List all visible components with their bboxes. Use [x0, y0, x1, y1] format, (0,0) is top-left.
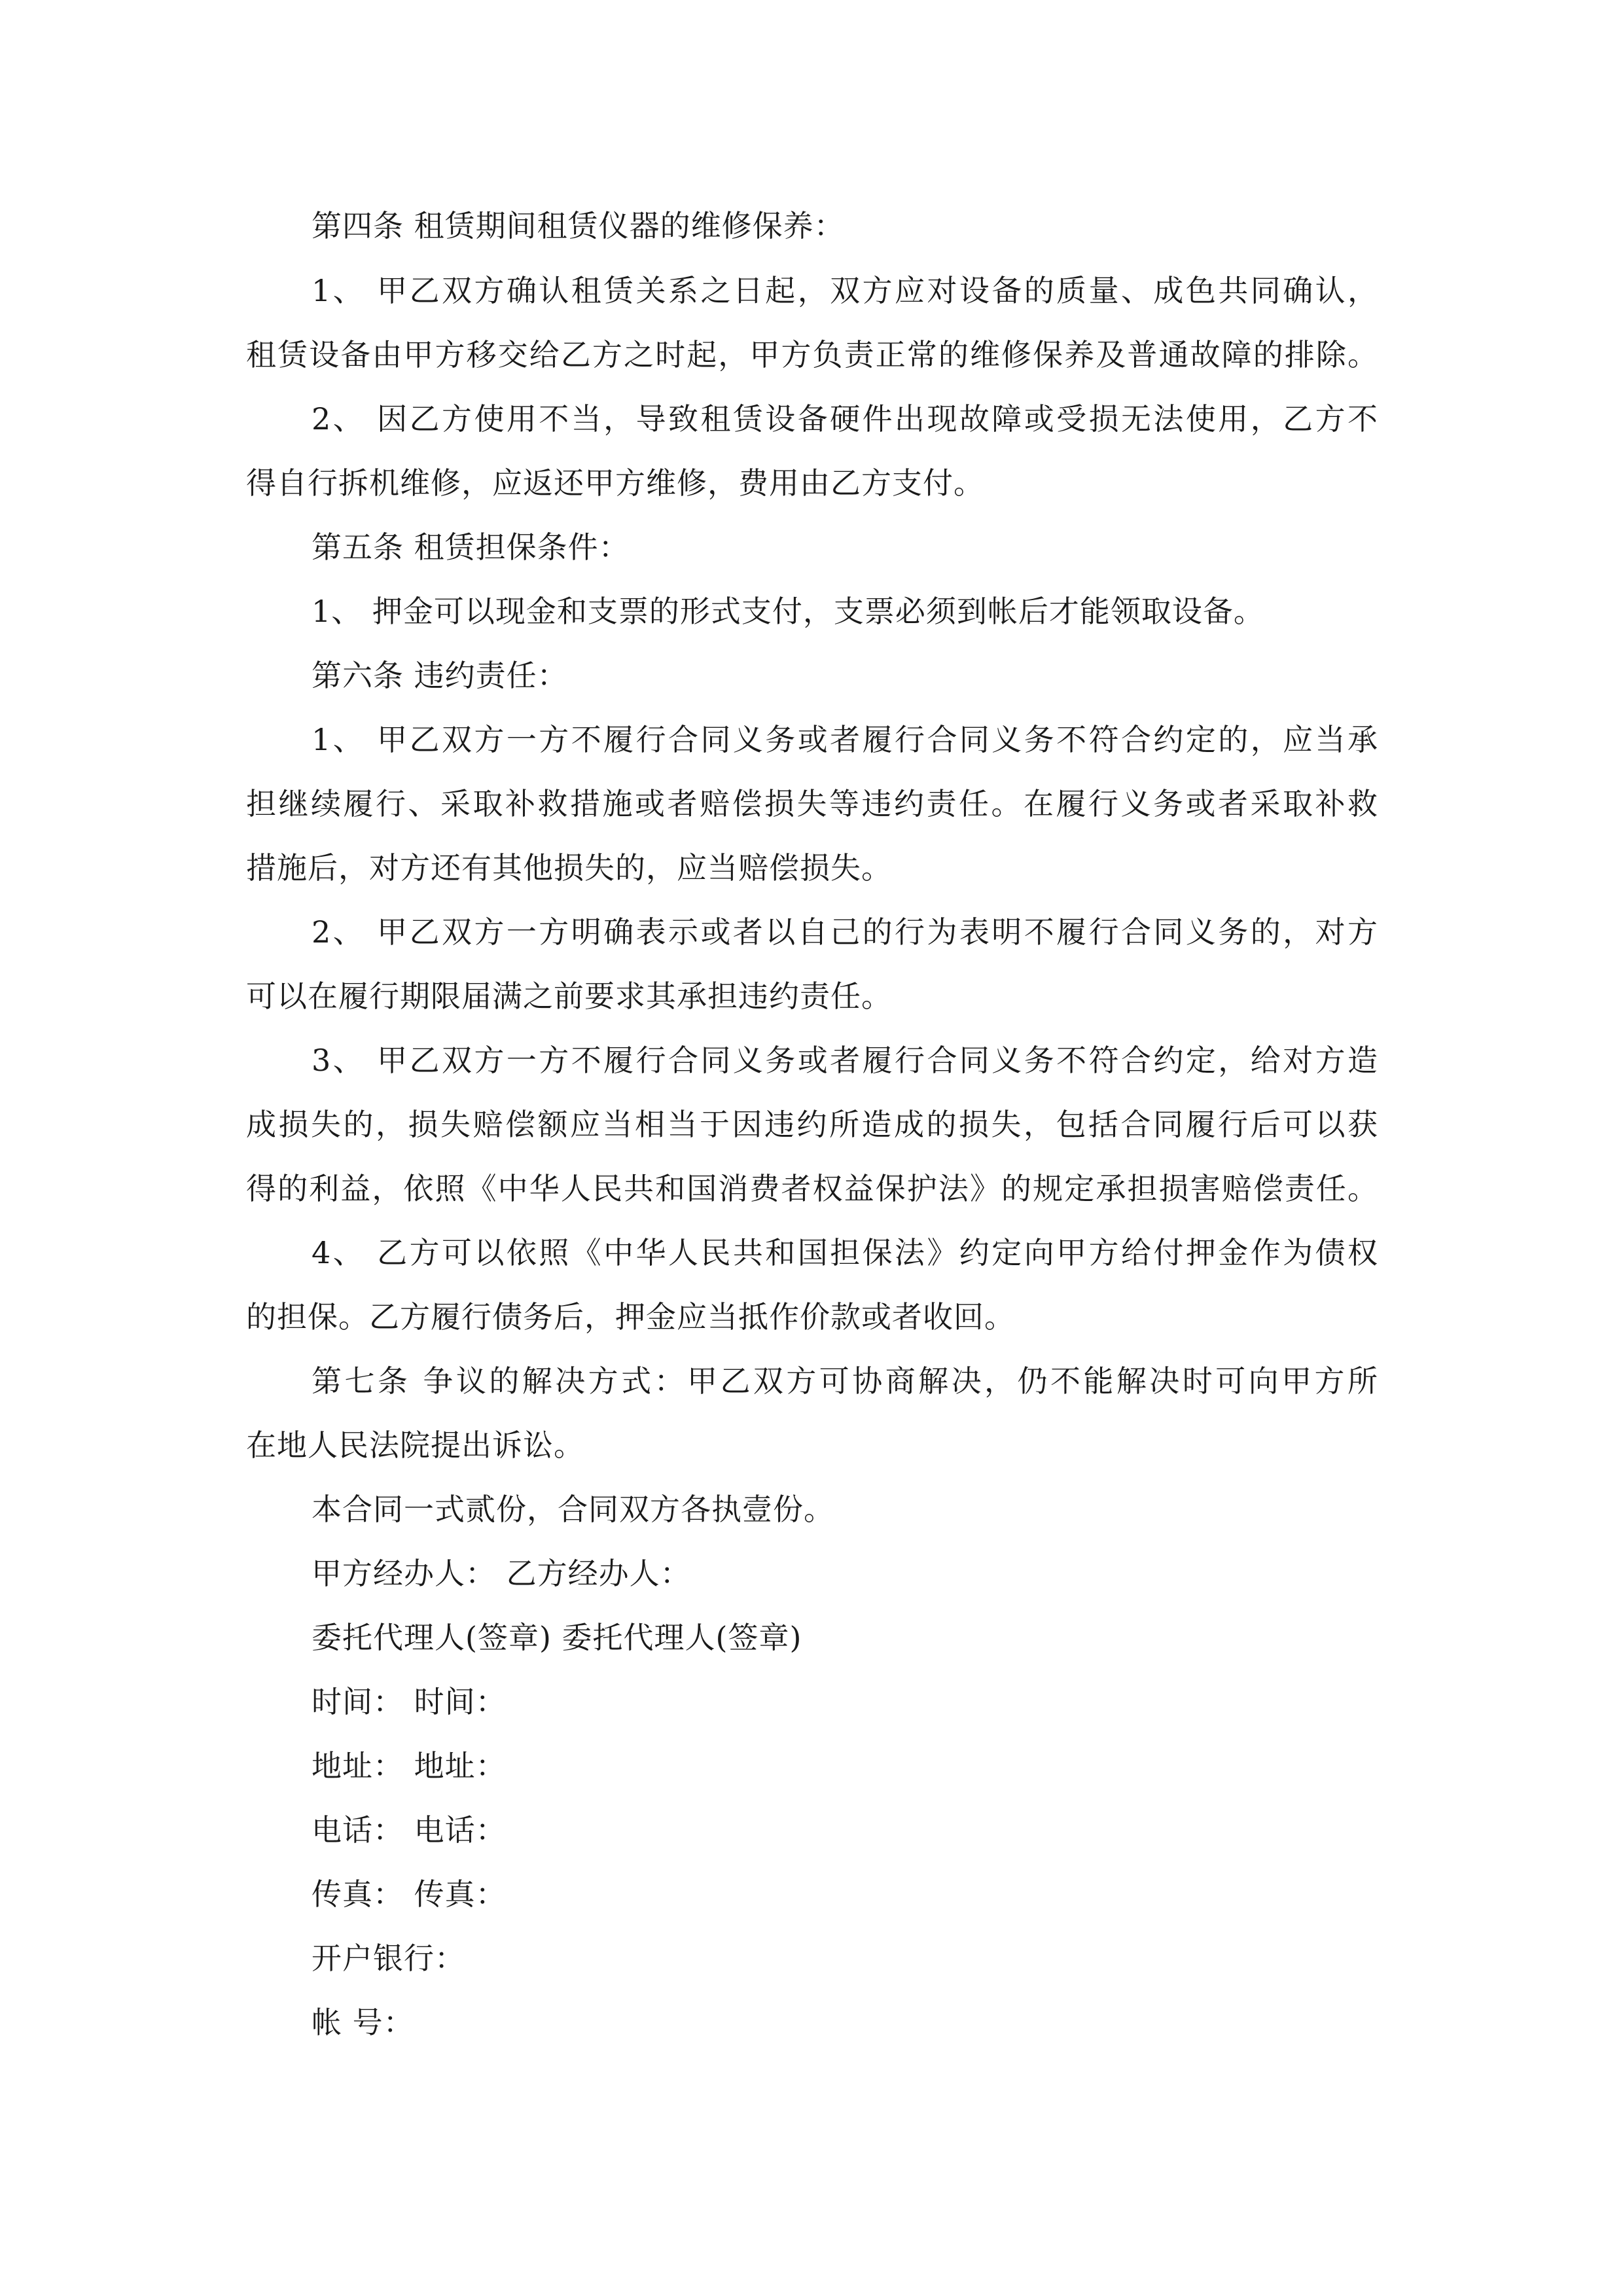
- copies-statement: 本合同一式贰份，合同双方各执壹份。: [312, 1492, 834, 1527]
- article-6-clause-3-line-3: 得的利益，依照《中华人民共和国消费者权益保护法》的规定承担损害赔偿责任。: [246, 1171, 1378, 1206]
- article-4-clause-1-line-1: 1、 甲乙双方确认租赁关系之日起，双方应对设备的质量、成色共同确认，: [312, 273, 1378, 308]
- article-6-clause-2-line-1: 2、 甲乙双方一方明确表示或者以自己的行为表明不履行合同义务的，对方: [312, 914, 1378, 950]
- article-4-clause-2-line-1: 2、 因乙方使用不当，导致租赁设备硬件出现故障或受损无法使用，乙方不: [312, 401, 1378, 437]
- signatory-address: 地址： 地址：: [312, 1748, 507, 1784]
- signatory-bank: 开户银行：: [312, 1941, 465, 1976]
- article-5-clause-1: 1、 押金可以现金和支票的形式支付，支票必须到帐后才能领取设备。: [312, 594, 1264, 629]
- article-6-clause-1-line-1: 1、 甲乙双方一方不履行合同义务或者履行合同义务不符合约定的，应当承: [312, 722, 1378, 757]
- signatory-phone: 电话： 电话：: [312, 1812, 507, 1848]
- article-4-clause-1-line-2: 租赁设备由甲方移交给乙方之时起，甲方负责正常的维修保养及普通故障的排除。: [246, 337, 1378, 372]
- signatory-agents: 委托代理人(签章) 委托代理人(签章): [312, 1620, 802, 1655]
- article-6-clause-3-line-1: 3、 甲乙双方一方不履行合同义务或者履行合同义务不符合约定，给对方造: [312, 1043, 1378, 1078]
- article-7-line-2: 在地人民法院提出诉讼。: [246, 1427, 584, 1463]
- signatory-handlers: 甲方经办人： 乙方经办人：: [312, 1556, 691, 1591]
- article-6-heading: 第六条 违约责任：: [312, 658, 568, 693]
- signatory-time: 时间： 时间：: [312, 1684, 507, 1719]
- article-6-clause-4-line-2: 的担保。乙方履行债务后，押金应当抵作价款或者收回。: [246, 1299, 1015, 1335]
- article-6-clause-4-line-1: 4、 乙方可以依照《中华人民共和国担保法》约定向甲方给付押金作为债权: [312, 1235, 1378, 1270]
- signatory-account: 帐 号：: [312, 2005, 414, 2040]
- article-5-heading: 第五条 租赁担保条件：: [312, 529, 630, 565]
- article-4-clause-2-line-2: 得自行拆机维修，应返还甲方维修，费用由乙方支付。: [246, 465, 984, 501]
- article-7-line-1: 第七条 争议的解决方式：甲乙双方可协商解决，仍不能解决时可向甲方所: [312, 1363, 1378, 1399]
- article-6-clause-3-line-2: 成损失的，损失赔偿额应当相当于因违约所造成的损失，包括合同履行后可以获: [246, 1107, 1378, 1142]
- article-6-clause-2-line-2: 可以在履行期限届满之前要求其承担违约责任。: [246, 978, 892, 1014]
- article-6-clause-1-line-2: 担继续履行、采取补救措施或者赔偿损失等违约责任。在履行义务或者采取补救: [246, 786, 1378, 821]
- article-6-clause-1-line-3: 措施后，对方还有其他损失的，应当赔偿损失。: [246, 850, 892, 886]
- article-4-heading: 第四条 租赁期间租赁仪器的维修保养：: [312, 208, 845, 243]
- signatory-fax: 传真： 传真：: [312, 1876, 507, 1912]
